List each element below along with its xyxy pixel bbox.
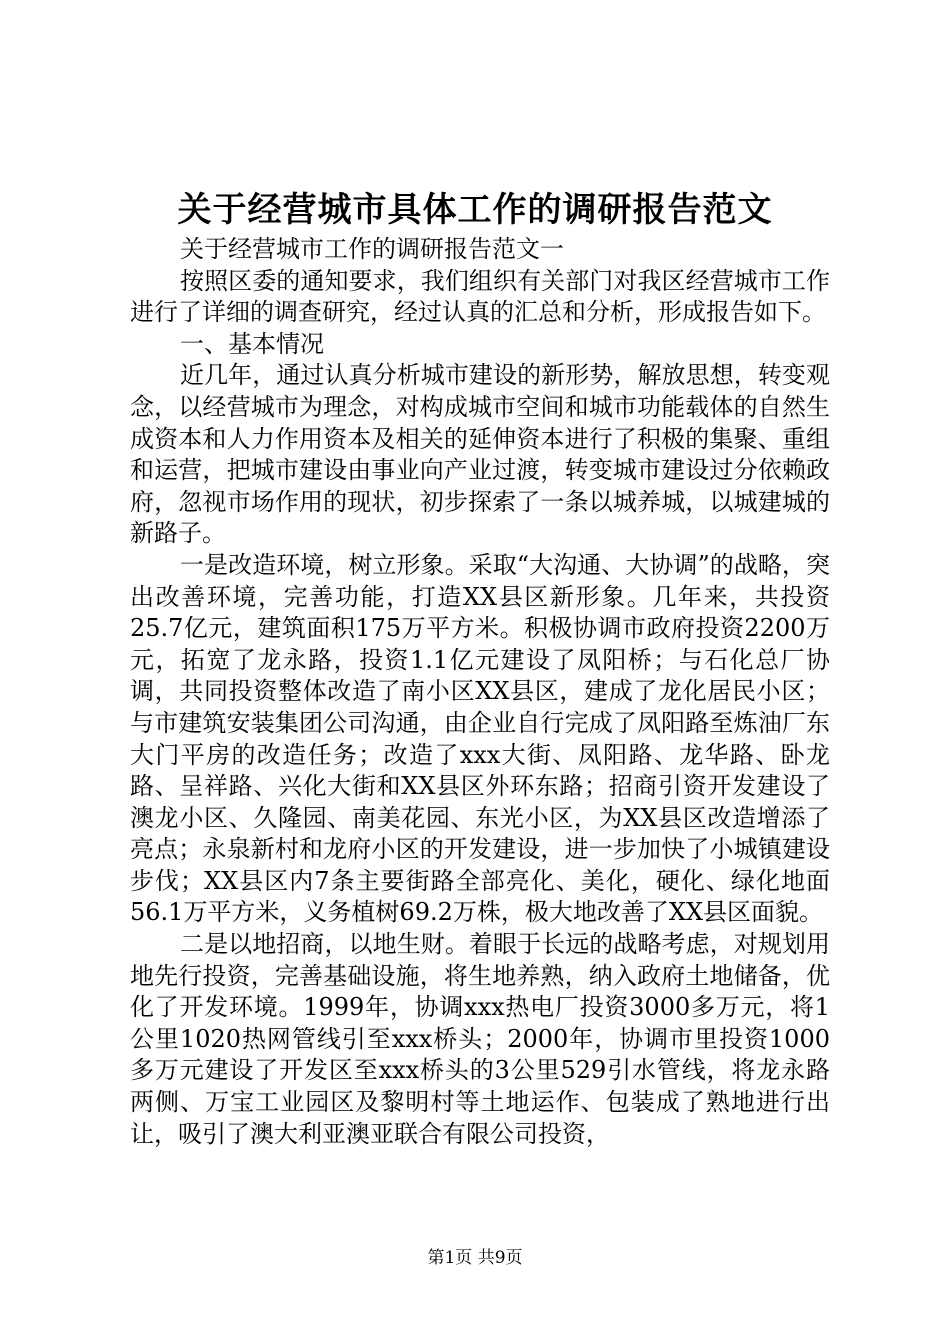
subtitle-paragraph: 关于经营城市工作的调研报告范文一 — [180, 235, 564, 263]
document-title: 关于经营城市具体工作的调研报告范文 — [177, 190, 773, 230]
body-paragraph: 近几年，通过认真分析城市建设的新形势，解放思想，转变观念，以经营城市为理念，对构成城市空间和城市功能载体的自然生成资本和人力作用资本及相关的延伸资本进行了积极的集聚、重组和运营，把城市建设由事业向产业过渡，转变城市建设过分依赖政府，忽视市场作用的现状，初步探索了一条以城养城，以城建城的新路子。 — [130, 361, 830, 548]
body-paragraph: 一是改造环境，树立形象。采取“大沟通、大协调”的战略，突出改善环境，完善功能，打造XX县区新形象。几年来，共投资25.7亿元，建筑面积175万平方米。积极协调市政府投资2200万元，拓宽了龙永路，投资1.1亿元建设了凤阳桥；与石化总厂协调，共同投资整体改造了南小区XX县区，建成了龙化居民小区；与市建筑安装集团公司沟通，由企业自行完成了凤阳路至炼油厂东大门平房的改造任务；改造了xxx大街、凤阳路、龙华路、卧龙路、呈祥路、兴化大街和XX县区外环东路；招商引资开发建设了澳龙小区、久隆园、南美花园、东光小区，为XX县区改造增添了亮点；永泉新村和龙府小区的开发建设，进一步加快了小城镇建设步伐；XX县区内7条主要街路全部亮化、美化，硬化、绿化地面56.1万平方米，义务植树69.2万株，极大地改善了XX县区面貌。 — [130, 550, 830, 927]
page-footer: 第1页 共9页 — [427, 1248, 523, 1268]
body-paragraph: 二是以地招商，以地生财。着眼于长远的战略考虑，对规划用地先行投资，完善基础设施，将生地养熟，纳入政府土地储备，优化了开发环境。1999年，协调xxx热电厂投资3000多万元，将1公里1020热网管线引至xxx桥头；2000年，协调市里投资1000多万元建设了开发区至xxx桥头的3公里529引水管线，将龙永路两侧、万宝工业园区及黎明村等土地运作、包装成了熟地进行出让，吸引了澳大利亚澳亚联合有限公司投资， — [130, 930, 830, 1148]
document-body — [130, 234, 830, 1150]
intro-paragraph: 按照区委的通知要求，我们组织有关部门对我区经营城市工作进行了详细的调查研究，经过认真的汇总和分析，形成报告如下。 — [130, 266, 830, 327]
section-heading: 一、基本情况 — [180, 329, 324, 358]
